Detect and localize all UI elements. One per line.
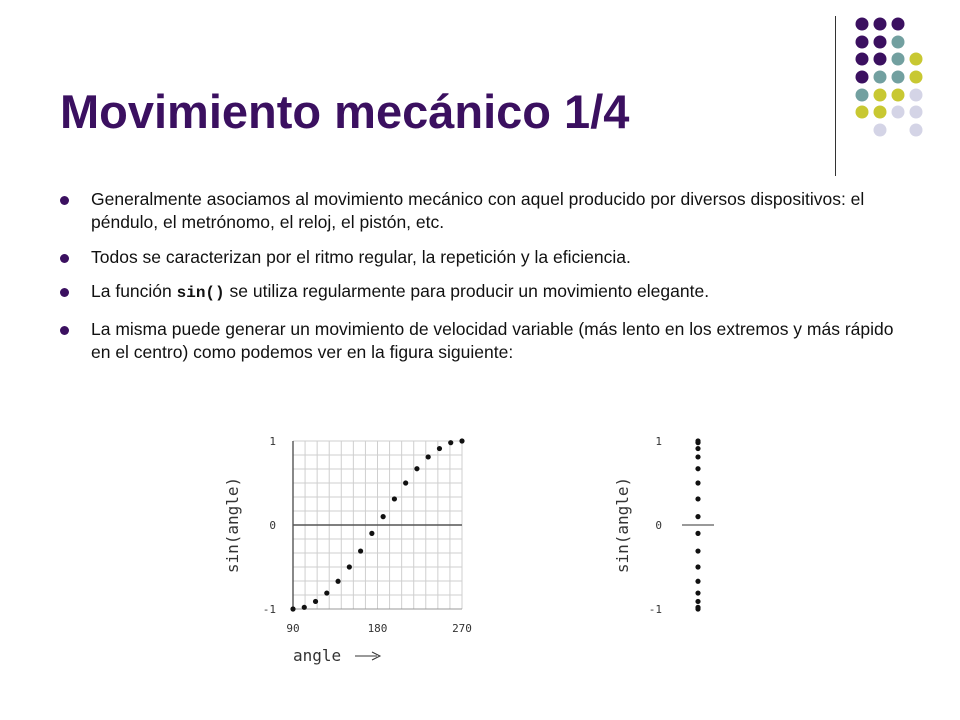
- bullet-dot-icon: [60, 288, 69, 297]
- decor-dot: [892, 106, 905, 119]
- bullet-dot-icon: [60, 196, 69, 205]
- data-point: [414, 466, 419, 471]
- data-point: [358, 548, 363, 553]
- data-point: [695, 496, 700, 501]
- y-tick-label: 0: [269, 519, 276, 532]
- data-point: [448, 440, 453, 445]
- decor-dot: [856, 89, 869, 102]
- decor-dot: [874, 124, 887, 137]
- decor-dot: [856, 106, 869, 119]
- data-point: [695, 438, 700, 443]
- bullet-dot-icon: [60, 326, 69, 335]
- data-point: [695, 590, 700, 595]
- decor-dot: [910, 124, 923, 137]
- data-point: [695, 548, 700, 553]
- sine-scatter-chart: [200, 425, 500, 675]
- decor-dot: [892, 18, 905, 31]
- decor-dot: [874, 106, 887, 119]
- x-tick-label: 90: [286, 622, 300, 635]
- data-point: [459, 438, 464, 443]
- data-point: [695, 579, 700, 584]
- decor-dot: [910, 89, 923, 102]
- data-point: [335, 579, 340, 584]
- data-point: [695, 446, 700, 451]
- data-point: [695, 599, 700, 604]
- decorative-vertical-line: [835, 16, 836, 176]
- decor-dot: [856, 71, 869, 84]
- data-point: [695, 514, 700, 519]
- bullet-item-1: [60, 188, 910, 234]
- data-point: [695, 454, 700, 459]
- y-axis-label: sin(angle): [223, 476, 242, 574]
- decor-dot: [874, 53, 887, 66]
- y-tick-label: 1: [269, 435, 276, 448]
- data-point: [313, 599, 318, 604]
- data-point: [695, 564, 700, 569]
- decor-dot: [892, 71, 905, 84]
- bullet-text: Generalmente asociamos al movimiento mecánico con aquel producido por diversos dispositivos: el péndulo, el metrónomo, el reloj, el pistón, etc.: [91, 189, 865, 232]
- data-point: [403, 480, 408, 485]
- decor-dot: [892, 89, 905, 102]
- data-point: [437, 446, 442, 451]
- sine-vertical-chart: [590, 425, 740, 625]
- code-sin: sin(): [176, 284, 225, 302]
- x-tick-label: 270: [452, 622, 472, 635]
- bullet-item-4: [60, 318, 910, 364]
- y-tick-label: 1: [655, 435, 662, 448]
- y-tick-label: -1: [262, 603, 276, 616]
- data-point: [381, 514, 386, 519]
- decor-dot: [874, 89, 887, 102]
- data-point: [347, 564, 352, 569]
- bullet-dot-icon: [60, 254, 69, 263]
- x-axis-label: angle: [293, 646, 342, 665]
- y-tick-label: -1: [648, 603, 662, 616]
- data-point: [302, 605, 307, 610]
- decor-dot: [856, 36, 869, 49]
- decor-dot: [856, 18, 869, 31]
- decor-dot: [856, 53, 869, 66]
- data-point: [369, 531, 374, 536]
- decor-dot: [874, 18, 887, 31]
- decor-dot: [910, 106, 923, 119]
- bullet-list: [60, 188, 910, 364]
- bullet-item-3: [60, 280, 910, 305]
- data-point: [695, 480, 700, 485]
- slide-title: Movimiento mecánico 1/4: [60, 85, 630, 138]
- bullet-text: La misma puede generar un movimiento de velocidad variable (más lento en los extremos y más rápido en el centro) como podemos ver en la figura siguiente:: [91, 319, 894, 362]
- data-point: [695, 466, 700, 471]
- bullet-text-post: se utiliza regularmente para producir un movimiento elegante.: [224, 281, 710, 301]
- decor-dot: [892, 53, 905, 66]
- decor-dot: [874, 36, 887, 49]
- y-tick-label: 0: [655, 519, 662, 532]
- bullet-text-pre: La función: [91, 281, 177, 301]
- decor-dot: [874, 71, 887, 84]
- bullet-item-2: [60, 246, 910, 269]
- decor-dot: [892, 36, 905, 49]
- data-point: [695, 531, 700, 536]
- data-point: [290, 606, 295, 611]
- data-point: [324, 590, 329, 595]
- x-tick-label: 180: [367, 622, 388, 635]
- bullet-text: Todos se caracterizan por el ritmo regular, la repetición y la eficiencia.: [91, 247, 631, 267]
- y-axis-label: sin(angle): [613, 476, 632, 574]
- decor-dot: [910, 53, 923, 66]
- data-point: [392, 496, 397, 501]
- decor-dot: [910, 71, 923, 84]
- data-point: [426, 454, 431, 459]
- data-point: [695, 605, 700, 610]
